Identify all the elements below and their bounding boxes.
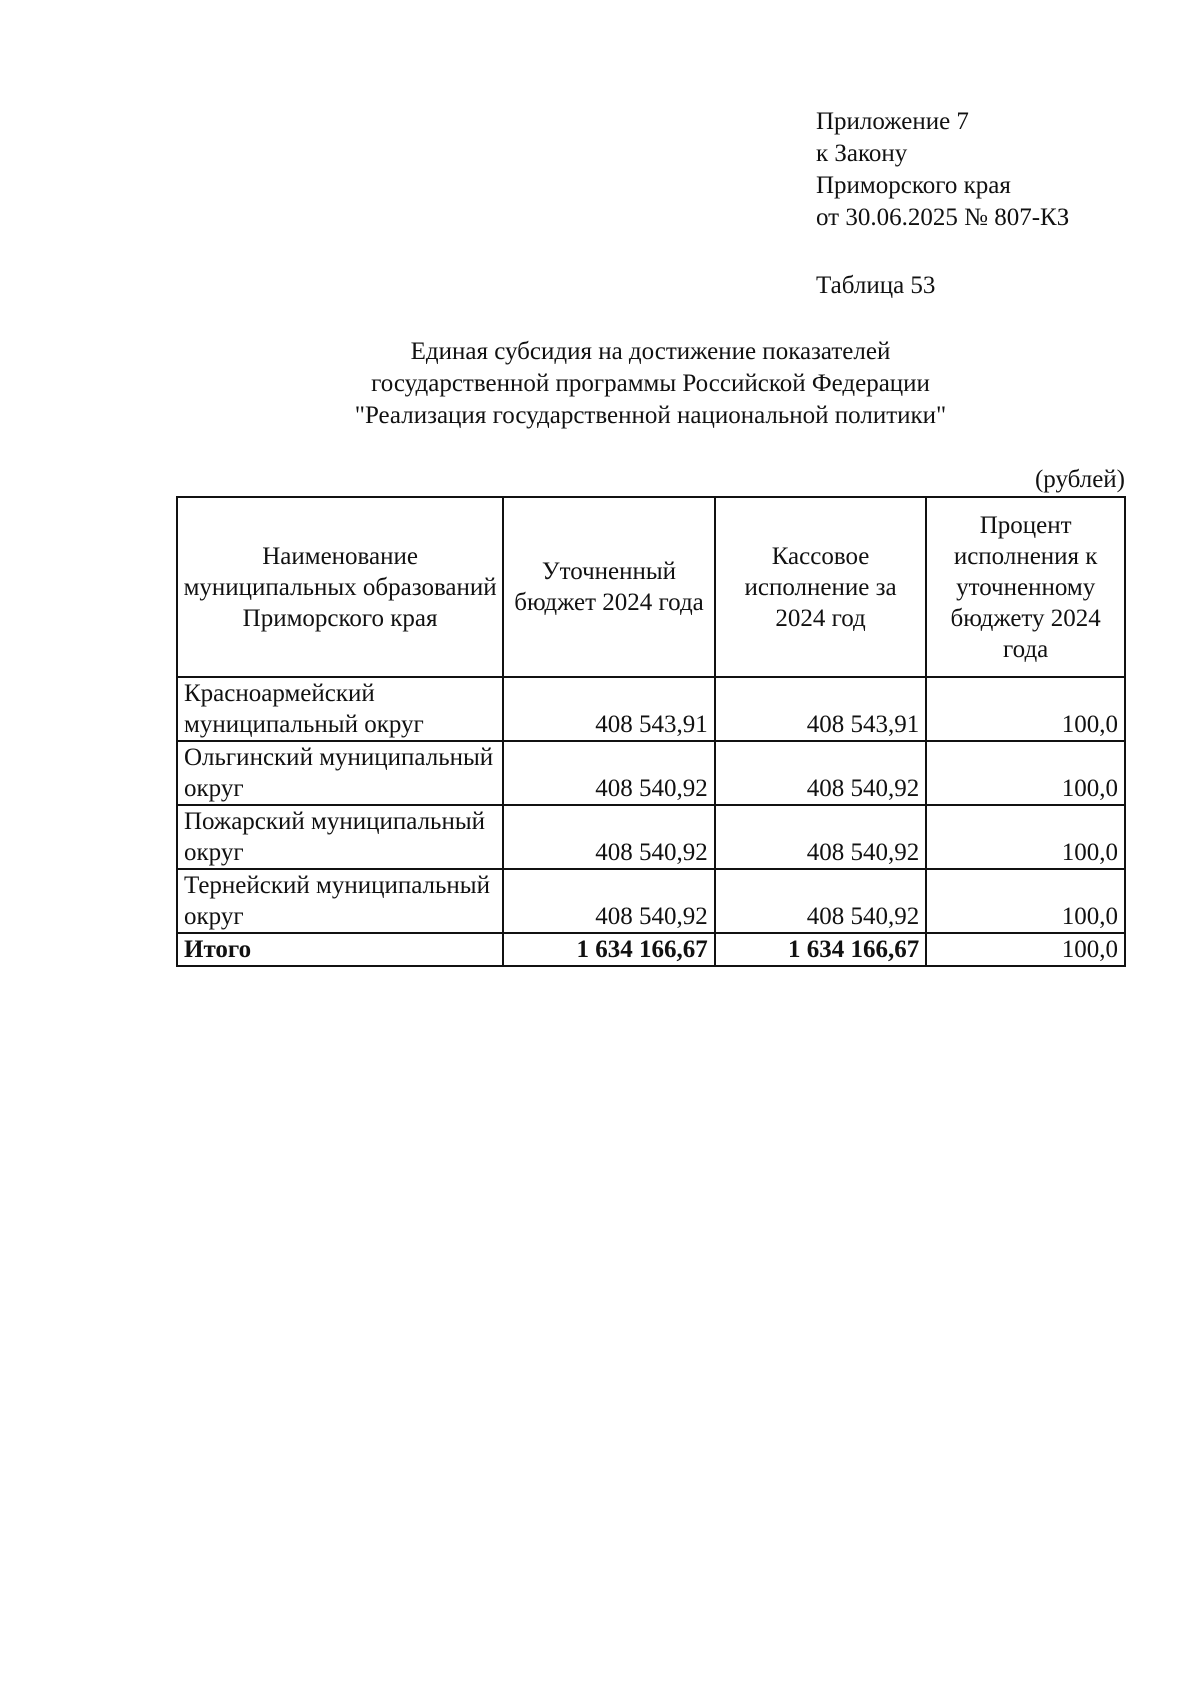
subsidy-table [176, 496, 1126, 967]
municipality-name: Красноармейский муниципальный округ [177, 677, 503, 741]
budget-value: 408 540,92 [503, 805, 715, 869]
budget-value: 408 543,91 [503, 677, 715, 741]
units-label: (рублей) [1034, 466, 1125, 493]
title-line: Единая субсидия на достижение показателей [410, 338, 891, 365]
table-number: Таблица 53 [816, 272, 936, 299]
execution-value: 408 540,92 [715, 869, 927, 933]
header-municipality: Наименование муниципальных образований Приморского края [177, 497, 503, 677]
municipality-name: Ольгинский муниципальный округ [177, 741, 503, 805]
percent-value: 100,0 [926, 741, 1125, 805]
percent-value: 100,0 [926, 805, 1125, 869]
table-row [177, 805, 1125, 869]
header-execution: Кассовое исполнение за 2024 год [715, 497, 927, 677]
total-budget-value: 1 634 166,67 [503, 933, 715, 966]
appendix-line: от 30.06.2025 № 807-КЗ [816, 204, 1070, 231]
percent-value: 100,0 [926, 677, 1125, 741]
appendix-line: к Закону [816, 140, 908, 167]
document-title [176, 336, 1125, 432]
table-total-row [177, 933, 1125, 966]
title-line: "Реализация государственной национальной политики" [354, 402, 947, 429]
execution-value: 408 543,91 [715, 677, 927, 741]
table-row [177, 869, 1125, 933]
total-execution-value: 1 634 166,67 [715, 933, 927, 966]
percent-value: 100,0 [926, 869, 1125, 933]
table-header-row [177, 497, 1125, 677]
total-percent-value: 100,0 [926, 933, 1125, 966]
budget-value: 408 540,92 [503, 869, 715, 933]
budget-value: 408 540,92 [503, 741, 715, 805]
appendix-line: Приложение 7 [816, 108, 969, 135]
execution-value: 408 540,92 [715, 741, 927, 805]
total-label: Итого [177, 933, 503, 966]
municipality-name: Пожарский муниципальный округ [177, 805, 503, 869]
table-row [177, 741, 1125, 805]
header-budget: Уточненный бюджет 2024 года [503, 497, 715, 677]
municipality-name: Тернейский муниципальный округ [177, 869, 503, 933]
header-percent: Процент исполнения к уточненному бюджету 2024 года [926, 497, 1125, 677]
table-row [177, 677, 1125, 741]
execution-value: 408 540,92 [715, 805, 927, 869]
appendix-line: Приморского края [816, 172, 1011, 199]
title-line: государственной программы Российской Федерации [371, 370, 930, 397]
appendix-block [816, 106, 1069, 234]
